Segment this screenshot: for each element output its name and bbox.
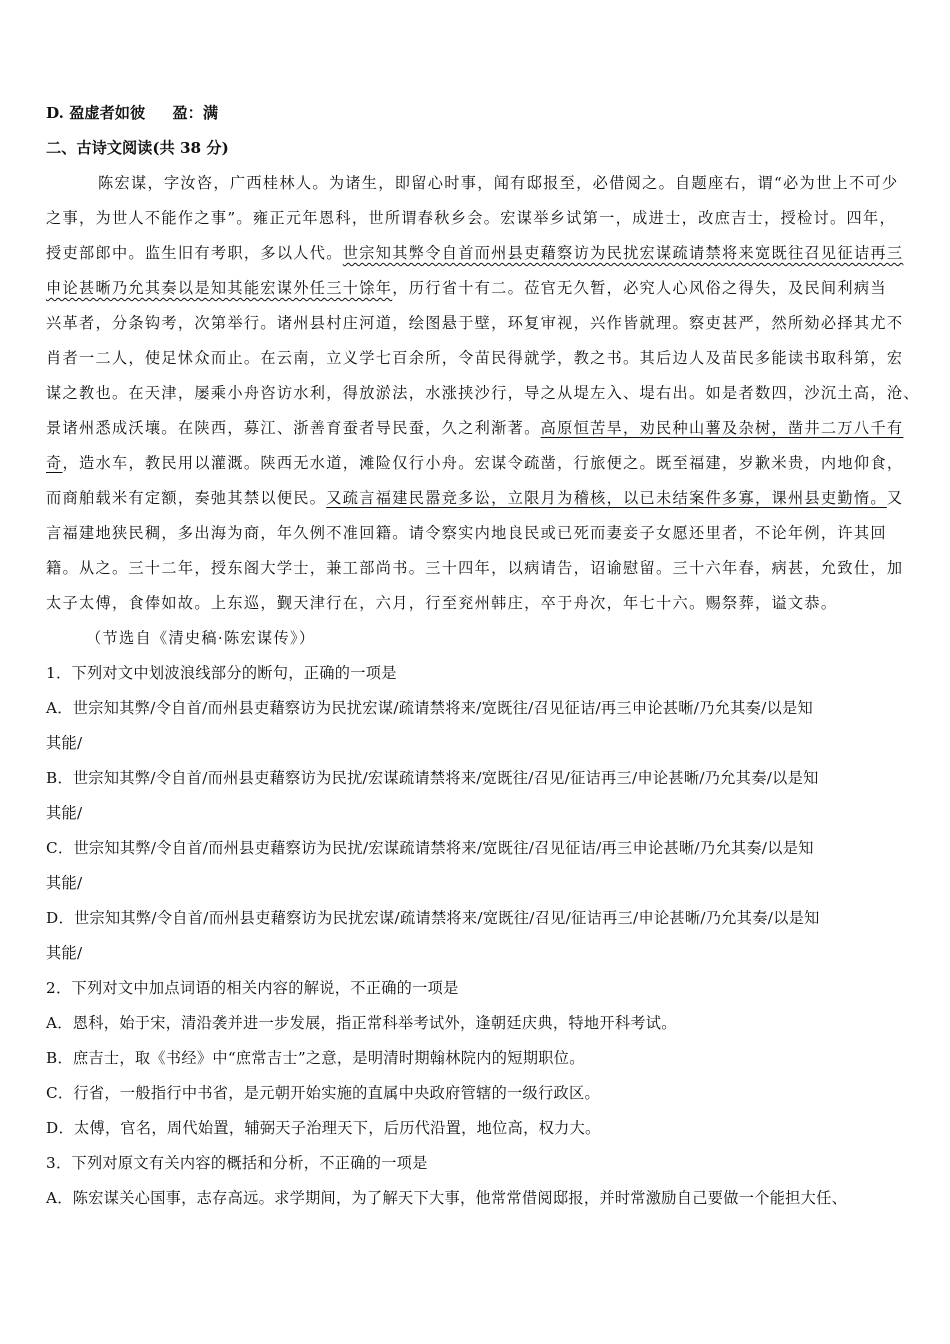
passage-line	[46, 236, 912, 271]
underlined-text: 又疏言福建民嚣竞多讼，立限月为稽核，以已未结案件多寡，课州县吏勤惰。	[326, 489, 887, 507]
answer-option-b-cont: 其能/	[46, 804, 83, 822]
passage-line	[46, 481, 912, 516]
top-option-d	[46, 96, 912, 131]
question-stem: 3．下列对原文有关内容的概括和分析，不正确的一项是	[46, 1154, 428, 1172]
passage-line: 陈宏谋，字汝咨，广西桂林人。为诸生，即留心时事，闻有邸报至，必借阅之。自题座右，谓“必为世上不可少	[98, 174, 899, 192]
passage-line: 之事，为世人不能作之事”。雍正元年恩科，世所谓春秋乡会。宏谋举乡试第一，成进士，改庶吉士，授检讨。四年，	[46, 209, 896, 227]
passage-line	[46, 271, 912, 306]
passage-line: 兴革者，分条钩考，次第举行。诸州县村庄河道，绘图悬于壁，环复审视，兴作皆就理。察吏甚严，然所劾必择其尤不	[46, 314, 904, 332]
passage-text: ，造水车，教民用以灌溉。陕西无水道，滩险仅行小舟。宏谋令疏凿，行旅便之。既至福建，岁歉米贵，内地仰食，	[62, 454, 904, 472]
answer-option-a-cont: 其能/	[46, 734, 83, 752]
passage-line: 籍。从之。三十二年，授东阁大学士，兼工部尚书。三十四年，以病请告，诏谕慰留。三十六年春，病甚，允致仕，加	[46, 559, 904, 577]
answer-option-d: D．世宗知其弊/令自首/而州县吏藉察访为民扰宏谋/疏请禁将来/宽既往/召见/征诘再三/申论甚晰/乃允其奏/以是知	[46, 909, 820, 927]
passage-text: 又	[886, 489, 904, 507]
question-2	[46, 971, 912, 1146]
answer-option-a: A．世宗知其弊/令自首/而州县吏藉察访为民扰宏谋/疏请禁将来/宽既往/召见征诘/再三申论甚晰/乃允其奏/以是知	[46, 699, 814, 717]
option-text: 盈虚者如彼	[69, 104, 146, 122]
answer-option-a: A．陈宏谋关心国事，志存高远。求学期间，为了解天下大事，他常常借阅邸报，并时常激励自己要做一个能担大任、	[46, 1189, 848, 1207]
underlined-text: 奇	[46, 454, 63, 472]
answer-option-a: A．恩科，始于宋，清沿袭并进一步发展，指正常科举考试外，逢朝廷庆典，特地开科考试。	[46, 1014, 677, 1032]
passage-source: （节选自《清史稿·陈宏谋传》）	[86, 629, 316, 647]
passage-line: 言福建地狭民稠，多出海为商，年久例不准回籍。请令察实内地良民或已死而妻妾子女愿还里者，不论年例，许其回	[46, 524, 887, 542]
answer-option-d-cont: 其能/	[46, 944, 83, 962]
passage-line: 太子太傅，食俸如故。上东巡，觐天津行在，六月，行至兖州韩庄，卒于舟次，年七十六。赐祭葬，谥文恭。	[46, 594, 838, 612]
underlined-text: 高原恒苦旱，劝民种山薯及杂树，凿井二万八千有	[540, 419, 904, 437]
question-stem: 1．下列对文中划波浪线部分的断句，正确的一项是	[46, 664, 397, 682]
passage-text: 而商舶载米有定额，奏弛其禁以便民。	[46, 489, 327, 507]
answer-option-b: B．庶吉士，取《书经》中“庶常吉士”之意，是明清时期翰林院内的短期职位。	[46, 1049, 585, 1067]
section-title: 二、古诗文阅读(共 38 分)	[46, 139, 229, 157]
option-gloss: 盈：满	[172, 104, 219, 122]
passage-text: ，历行省十有二。莅官无久暂，必究人心风俗之得失，及民间利病当	[392, 279, 887, 297]
answer-option-c: C．行省，一般指行中书省，是元朝开始实施的直属中央政府管辖的一级行政区。	[46, 1084, 600, 1102]
passage-line: 谋之教也。在天津，屡乘小舟咨访水利，得放淤法，水涨挟沙行，导之从堤左入、堤右出。如是者数四，沙沉土高，沧、	[46, 384, 920, 402]
answer-option-c-cont: 其能/	[46, 874, 83, 892]
passage-text: 景诸州悉成沃壤。在陕西，募江、浙善育蚕者导民蚕，久之利渐著。	[46, 419, 541, 437]
wavy-underlined-text: 世宗知其弊令自首而州县吏藉察访为民扰宏谋疏请禁将来宽既往召见征诘再三	[342, 244, 904, 262]
document-page	[46, 96, 920, 1216]
passage-line: 肖者一二人，使足怵众而止。在云南，立义学七百余所，令苗民得就学，教之书。其后边人及苗民多能读书取科第，宏	[46, 349, 904, 367]
answer-option-b: B．世宗知其弊/令自首/而州县吏藉察访为民扰/宏谋疏请禁将来/宽既往/召见/征诘再三/申论甚晰/乃允其奏/以是知	[46, 769, 819, 787]
passage-line	[46, 411, 912, 446]
wavy-underlined-text: 申论甚晰乃允其奏以是知其能宏谋外任三十馀年	[46, 279, 393, 297]
question-stem: 2．下列对文中加点词语的相关内容的解说，不正确的一项是	[46, 979, 459, 997]
passage-line	[46, 446, 912, 481]
question-3	[46, 1146, 912, 1216]
passage	[46, 166, 920, 656]
option-letter: D.	[46, 104, 64, 122]
question-1	[46, 656, 912, 971]
answer-option-c: C．世宗知其弊/令自首/而州县吏藉察访为民扰/宏谋疏请禁将来/宽既往/召见征诘/再三申论甚晰/乃允其奏/以是知	[46, 839, 814, 857]
passage-text: 授吏部郎中。监生旧有考职，多以人代。	[46, 244, 343, 262]
answer-option-d: D．太傅，官名，周代始置，辅弼天子治理天下，后历代沿置，地位高，权力大。	[46, 1119, 601, 1137]
